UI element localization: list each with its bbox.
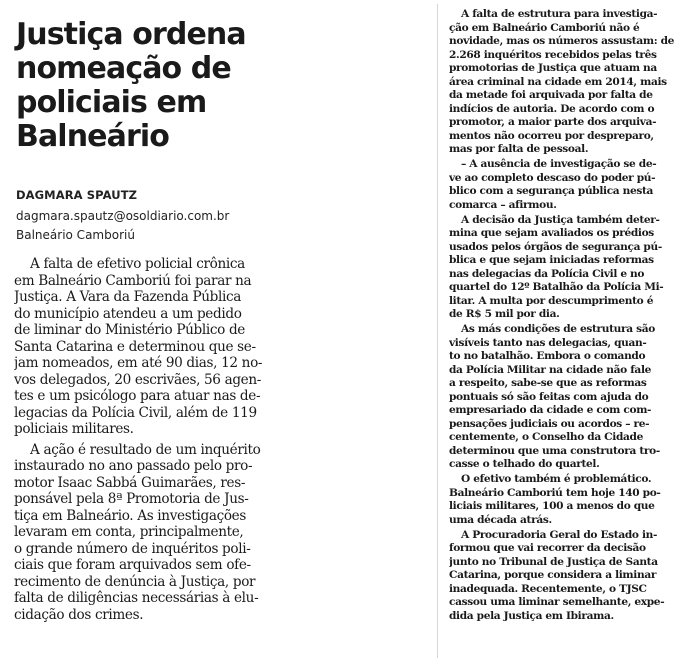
byline (16, 188, 278, 245)
text-line: quartel do 12º Batalhão da Polícia Mi- (449, 281, 664, 293)
article-paragraph (14, 442, 280, 624)
text-line: blica e que sejam iniciadas reformas (449, 254, 654, 266)
text-line: legacias da Polícia Civil, além de 119 (14, 404, 257, 421)
text-line: a respeito, sabe-se que as reformas (449, 377, 647, 389)
author-name: DAGMARA SPAUTZ (16, 188, 138, 202)
text-line: empresariado da cidade e com com- (449, 404, 652, 416)
text-line: A falta de efetivo policial crônica (30, 256, 245, 272)
article-paragraph (449, 529, 677, 624)
text-line: promotorias de Justiça que atuam na (449, 62, 657, 74)
text-line: to no batalhão. Embora o comando (449, 350, 646, 362)
text-line: casse o telhado do quartel. (449, 458, 600, 470)
text-line: pontuais só são feitas com ajuda do (449, 390, 649, 403)
text-line: em Balneário Camboriú foi parar na (14, 272, 252, 289)
text-line: Santa Catarina e determinou que se- (14, 338, 256, 355)
article-paragraph (449, 473, 677, 527)
text-line: jam nomeados, em até 90 dias, 12 no- (14, 355, 263, 371)
text-line: 2.268 inquéritos recebidos pelas três (449, 48, 657, 61)
text-line: mina que sejam avaliados os prédios (449, 227, 654, 239)
text-line: do município atendeu a um pedido (14, 305, 242, 322)
article-paragraph (449, 8, 677, 157)
text-line: Balneário Camboriú tem hoje 140 po- (449, 486, 661, 499)
text-line: A ação é resultado de um inquérito (30, 441, 261, 458)
text-line: visíveis tanto nas delegacias, quan- (449, 336, 647, 349)
right-article-column (449, 8, 677, 625)
text-line: O efetivo também é problemático. (461, 473, 652, 485)
text-line: motor Isaac Sabbá Guimarães, res- (14, 474, 246, 491)
text-line: A Procuradoria Geral do Estado in- (461, 528, 658, 541)
text-line: indícios de autoria. De acordo com o (449, 102, 655, 115)
text-line: uma década atrás. (449, 513, 552, 526)
text-line: novidade, mas os números assustam: de (449, 35, 675, 47)
text-line: de liminar do Ministério Público de (14, 322, 246, 338)
author-location: Balneário Camboriú (16, 228, 135, 242)
text-line: levaram em conta, principalmente, (14, 524, 244, 540)
headline-line: nomeação de (16, 51, 231, 86)
text-line: da metade foi arquivada por falta de (449, 89, 653, 101)
text-line: centemente, o Conselho da Cidade (449, 431, 643, 443)
text-line: vos delegados, 20 escrivães, 56 agen- (14, 371, 262, 388)
left-column (0, 0, 280, 663)
left-article-body (14, 256, 280, 627)
text-line: Catarina, porque considera a liminar (449, 569, 657, 581)
author-email: dagmara.spautz@osoldiario.com.br (16, 209, 230, 223)
text-line: ção em Balneário Camboriú não é (449, 21, 640, 34)
text-line: litar. A multa por descumprimento é (449, 294, 654, 307)
text-line: formou que vai recorrer da decisão (449, 542, 646, 554)
text-line: mas por falta de pessoal. (449, 143, 589, 155)
text-line: tes e um psicólogo para atuar nas de- (14, 388, 261, 404)
text-line: o grande número de inquéritos poli- (14, 540, 251, 557)
text-line: policiais militares. (14, 421, 134, 437)
headline (16, 18, 278, 154)
text-line: determinou que uma construtora tro- (449, 444, 660, 457)
text-line: cassou uma liminar semelhante, expe- (449, 596, 665, 608)
article-paragraph (449, 214, 677, 322)
text-line: A falta de estrutura para investiga- (461, 8, 658, 20)
article-paragraph (449, 158, 677, 212)
headline-line: Justiça ordena (16, 17, 246, 52)
article-paragraph (14, 256, 280, 438)
text-line: junto no Tribunal de Justiça de Santa (449, 555, 658, 568)
text-line: mentos não ocorreu por despreparo, (449, 129, 654, 142)
text-line: Justiça. A Vara da Fazenda Pública (14, 289, 242, 305)
text-line: A decisão da Justiça também deter- (461, 213, 660, 226)
headline-line: Balneário (16, 119, 169, 154)
headline-line: policiais em (16, 85, 207, 120)
text-line: pensações judiciais ou acordos – re- (449, 417, 650, 430)
article-paragraph (449, 323, 677, 472)
text-line: de R$ 5 mil por dia. (449, 308, 560, 320)
text-line: – A ausência de investigação se de- (461, 158, 657, 170)
text-line: As más condições de estrutura são (461, 323, 655, 335)
text-line: área criminal na cidade em 2014, mais (449, 75, 667, 88)
text-line: promotor, a maior parte dos arquiva- (449, 116, 657, 128)
text-line: ciais que foram arquivados sem ofe- (14, 557, 251, 573)
text-line: usados pelos órgãos de segurança pú- (449, 240, 662, 253)
text-line: da Polícia Militar na cidade não fale (449, 363, 652, 376)
column-divider (437, 4, 438, 658)
text-line: recimento de denúncia à Justiça, por (14, 573, 256, 590)
text-line: comarca – afirmou. (449, 198, 557, 211)
text-line: liciais militares, 100 a menos do que (449, 500, 655, 512)
text-line: inadequada. Recentemente, o TJSC (449, 582, 647, 595)
text-line: instaurado no ano passado pelo pro- (14, 458, 253, 474)
text-line: cidação dos crimes. (14, 606, 144, 623)
text-line: blico com a segurança pública nesta (449, 185, 654, 197)
text-line: nas delegacias da Polícia Civil e no (449, 267, 645, 280)
text-line: ve ao completo descaso do poder pú- (449, 171, 656, 184)
text-line: dida pela Justiça em Ibirama. (449, 609, 614, 622)
text-line: ponsável pela 8ª Promotoria de Jus- (14, 491, 249, 507)
text-line: falta de diligências necessárias à elu- (14, 590, 259, 606)
text-line: tiça em Balneário. As investigações (14, 507, 246, 524)
